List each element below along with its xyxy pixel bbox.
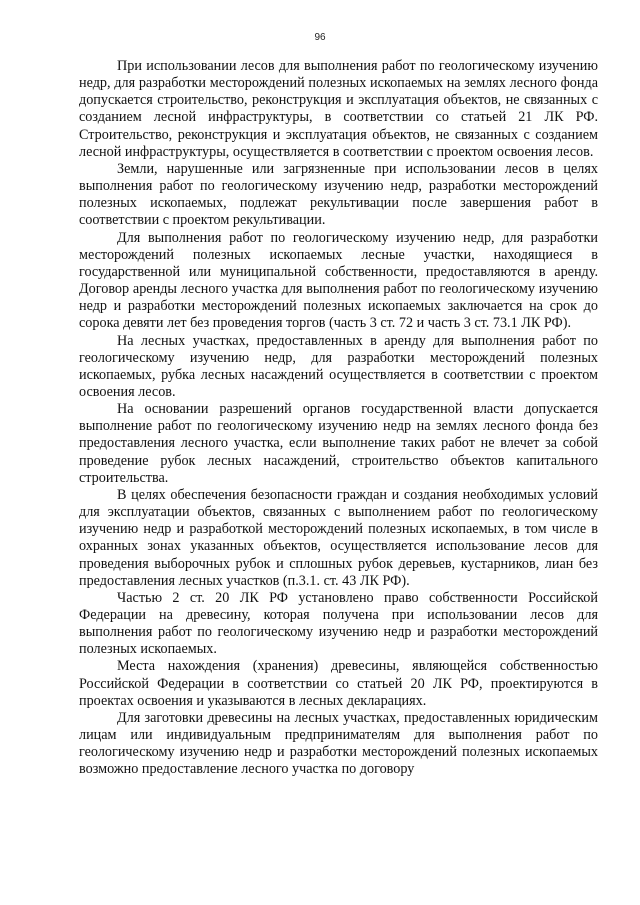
paragraph-2: Земли, нарушенные или загрязненные при использовании лесов в целях выполнения работ по геологическому изучению недр, разработки месторождений полезных ископаемых, подлежат рекультивации после завершения работ в соответствии с проектом рекультивации. <box>79 160 598 229</box>
paragraph-9: Для заготовки древесины на лесных участках, предоставленных юридическим лицам или индивидуальным предпринимателям для выполнения работ по геологическому изучению недр и разработки месторождений полезных ископаемых возможно предоставление лесного участка по договору <box>79 709 598 778</box>
paragraph-1: При использовании лесов для выполнения работ по геологическому изучению недр, для разработки месторождений полезных ископаемых на землях лесного фонда допускается строительство, реконструкция и эксплуатация объектов, не связанных с созданием лесной инфраструктуры, в соответствии со статьей 21 ЛК РФ. Строительство, реконструкция и эксплуатация объектов, не связанных с созданием лесной инфраструктуры, осуществляется в соответствии с проектом освоения лесов. <box>79 58 598 160</box>
body-text <box>79 58 598 779</box>
paragraph-5: На основании разрешений органов государственной власти допускается выполнение работ по геологическому изучению недр на землях лесного фонда без предоставления лесного участка, если выполнение таких работ не влечет за собой проведение рубок лесных насаждений, строительство объектов капитального строительства. <box>79 401 598 486</box>
paragraph-4: На лесных участках, предоставленных в аренду для выполнения работ по геологическому изучению недр, для разработки месторождений полезных ископаемых, рубка лесных насаждений осуществляется в соответствии с проектом освоения лесов. <box>79 332 598 400</box>
page-number: 96 <box>314 32 326 43</box>
paragraph-3: Для выполнения работ по геологическому изучению недр, для разработки месторождений полезных ископаемых лесные участки, находящиеся в государственной или муниципальной собственности, предоставляются в аренду. Договор аренды лесного участка для выполнения работ по геологическому изучению недр и разработки месторождений полезных ископаемых заключается на срок до сорока девяти лет без проведения торгов (часть 3 ст. 72 и часть 3 ст. 73.1 ЛК РФ). <box>79 229 598 332</box>
paragraph-7: Частью 2 ст. 20 ЛК РФ установлено право собственности Российской Федерации на древесину, которая получена при использовании лесов для выполнения работ по геологическому изучению недр и разработки месторождений полезных ископаемых. <box>79 589 598 658</box>
paragraph-8: Места нахождения (хранения) древесины, являющейся собственностью Российской Федерации в соответствии со статьей 20 ЛК РФ, проектируются в проектах освоения и указываются в лесных декларациях. <box>79 658 598 709</box>
paragraph-6: В целях обеспечения безопасности граждан и создания необходимых условий для эксплуатации объектов, связанных с выполнением работ по геологическому изучению недр и разработкой месторождений полезных ископаемых, в том числе в охранных зонах указанных объектов, осуществляется использование лесов для проведения выборочных рубок и сплошных рубок деревьев, кустарников, лиан без предоставления лесных участков (п.3.1. ст. 43 ЛК РФ). <box>79 486 598 589</box>
